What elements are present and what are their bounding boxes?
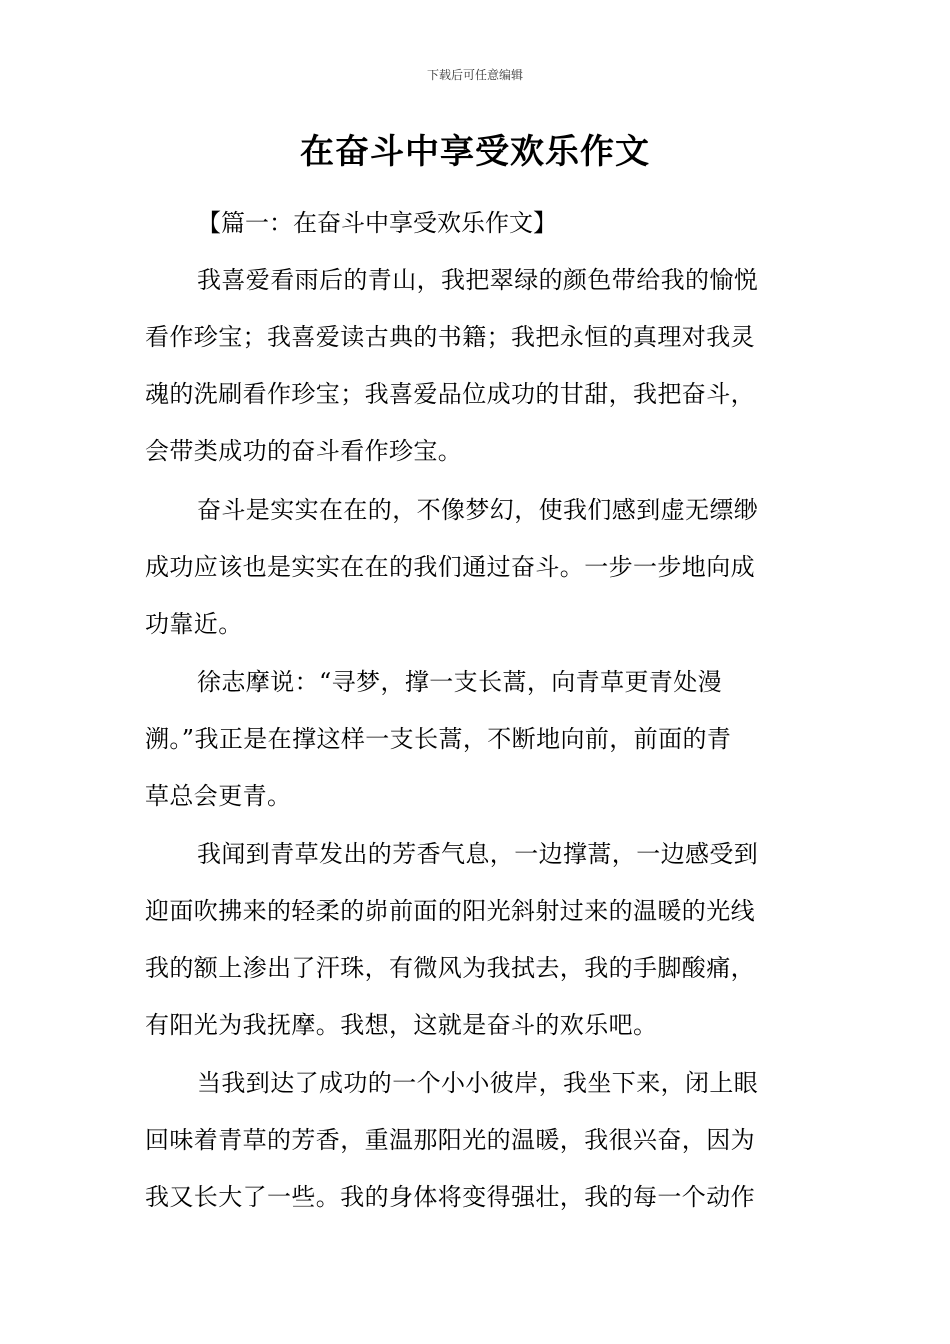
paragraph-line: 草总会更青。 — [145, 782, 292, 810]
paragraph-line: 我闻到青草发出的芳香气息，一边撑蒿，一边感受到 — [197, 840, 759, 868]
paragraph-line: 回味着青草的芳香，重温那阳光的温暖，我很兴奋，因为 — [145, 1126, 755, 1154]
paragraph-line: 我的额上渗出了汗珠，有微风为我拭去，我的手脚酸痛， — [145, 954, 755, 982]
paragraph-line: 会带类成功的奋斗看作珍宝。 — [145, 437, 463, 465]
paragraph-line: 功靠近。 — [145, 610, 243, 638]
paragraph-line: 有阳光为我抚摩。我想，这就是奋斗的欢乐吧。 — [145, 1011, 658, 1039]
paragraph-line: 看作珍宝；我喜爱读古典的书籍；我把永恒的真理对我灵 — [145, 323, 755, 351]
paragraph-line: 迎面吹拂来的轻柔的峁前面的阳光斜射过来的温暖的光线 — [145, 897, 755, 925]
section-heading: 【篇一：在奋斗中享受欢乐作文】 — [197, 209, 557, 237]
paragraph-line: 魂的洗刷看作珍宝；我喜爱品位成功的甘甜，我把奋斗， — [145, 380, 755, 408]
paragraph-line: 奋斗是实实在在的，不像梦幻，使我们感到虚无缥缈 — [197, 496, 759, 524]
header-note: 下载后可任意编辑 — [426, 68, 523, 82]
document-title: 在奋斗中享受欢乐作文 — [300, 132, 650, 172]
paragraph-line: 我又长大了一些。我的身体将变得强壮，我的每一个动作 — [145, 1183, 755, 1211]
paragraph-line: 徐志摩说：“寻梦，撑一支长蒿，向青草更青处漫 — [197, 668, 723, 696]
paragraph-line: 我喜爱看雨后的青山，我把翠绿的颜色带给我的愉悦 — [197, 266, 759, 294]
paragraph-line: 溯。”我正是在撑这样一支长蒿，不断地向前，前面的青 — [145, 725, 732, 753]
paragraph-line: 当我到达了成功的一个小小彼岸，我坐下来，闭上眼 — [197, 1069, 759, 1097]
paragraph-line: 成功应该也是实实在在的我们通过奋斗。一步一步地向成 — [145, 553, 755, 581]
